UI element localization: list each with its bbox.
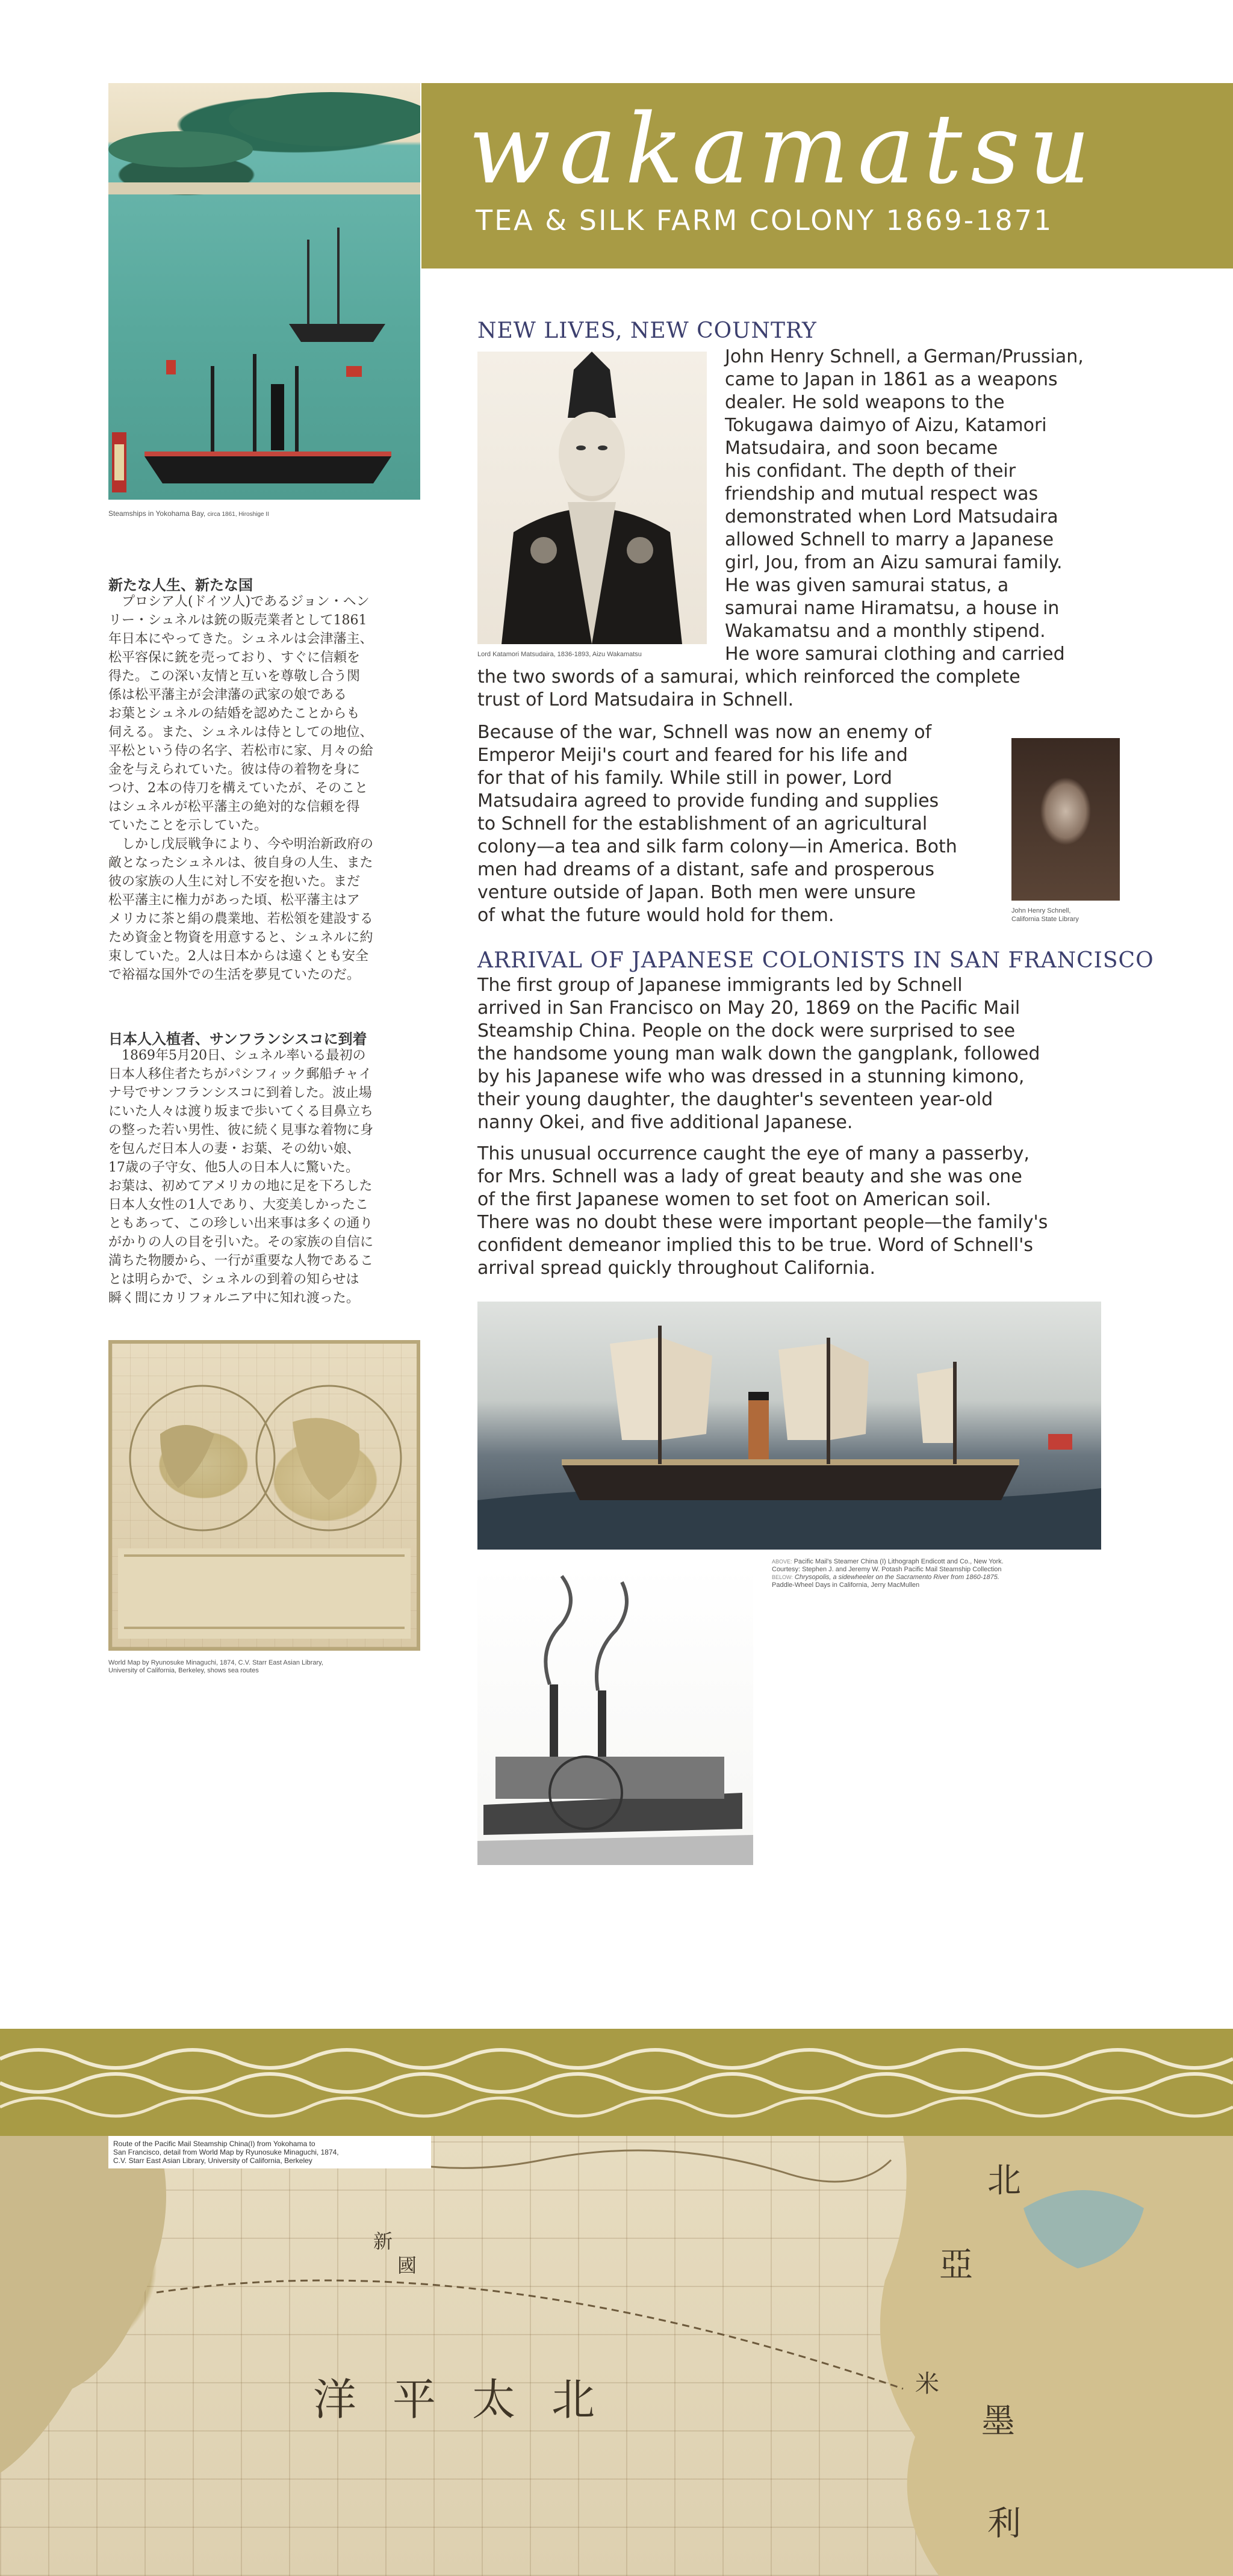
- caption-line: University of California, Berkeley, shows sea routes: [108, 1667, 259, 1674]
- world-map-illustration: [112, 1344, 417, 1647]
- jp-line: 平松という侍の名字、若松市に家、月々の給: [108, 743, 374, 759]
- caption-line: California State Library: [1011, 916, 1079, 923]
- text-line: colony—a tea and silk farm colony—in America. Both: [477, 836, 957, 857]
- world-map-1874: [108, 1340, 420, 1651]
- text-line: Steamship China. People on the dock were surprised to see: [477, 1020, 1016, 1041]
- text-line: girl, Jou, from an Aizu samurai family.: [725, 552, 1063, 573]
- text-line: dealer. He sold weapons to the: [725, 392, 1005, 413]
- jp-line: 敵となったシュネルは、彼自身の人生、また: [108, 855, 373, 871]
- map-label-america-2: 利: [987, 2504, 1021, 2543]
- text-line: by his Japanese wife who was dressed in a stunning kimono,: [477, 1066, 1025, 1087]
- text-line: Wakamatsu and a monthly stipend.: [725, 621, 1046, 642]
- section1-paragraph-2: [477, 721, 1007, 927]
- text-line: arrived in San Francisco on May 20, 1869 on the Pacific Mail: [477, 998, 1020, 1019]
- page-subtitle: TEA & SILK FARM COLONY 1869-1871: [476, 204, 1054, 237]
- jp-line: お葉は、初めてアメリカの地に足を下ろした: [108, 1179, 373, 1194]
- matsudaira-caption: Lord Katamori Matsudaira, 1836-1893, Aizu Wakamatsu: [477, 651, 642, 658]
- section-heading-arrival: ARRIVAL OF JAPANESE COLONISTS IN SAN FRANCISCO: [477, 948, 1154, 973]
- jp-line: リー・シュネルは銃の販売業者として1861: [108, 613, 367, 628]
- jp-line: にいた人々は渡り坂まで歩いてくる目鼻立ち: [108, 1104, 374, 1119]
- jp-line: ため資金と物資を用意すると、シュネルに約: [108, 930, 373, 945]
- jp-line: 日本人移住者たちがパシフィック郵船チャイ: [108, 1067, 372, 1082]
- text-line: demonstrated when Lord Matsudaira: [725, 506, 1058, 527]
- map-label-ocean: 洋平太北: [313, 2374, 632, 2425]
- text-line: of what the future would hold for them.: [477, 905, 834, 926]
- text-line: This unusual occurrence caught the eye of many a passerby,: [477, 1143, 1030, 1164]
- jp-line: 伺える。また、シュネルは侍としての地位、: [108, 725, 373, 740]
- text-line: of the first Japanese women to set foot on American soil.: [477, 1189, 992, 1210]
- map-label-island: 新: [373, 2230, 393, 2253]
- sidewheeler-illustration: [477, 1564, 753, 1865]
- text-line: friendship and mutual respect was: [725, 483, 1039, 504]
- jp-line: の整った若い男性、彼に続く見事な着物に身: [108, 1123, 374, 1138]
- ship-captions: [772, 1558, 1109, 1589]
- jp-line: 松平藩主に権力があった頃、松平藩主はア: [108, 893, 360, 908]
- map-label-small: 國: [397, 2254, 417, 2277]
- text-line: venture outside of Japan. Both men were unsure: [477, 882, 916, 903]
- jp-line: 金を与えられていた。彼は侍の着物を身に: [108, 762, 361, 777]
- caption-line: World Map by Ryunosuke Minaguchi, 1874, C.V. Starr East Asian Library,: [108, 1659, 323, 1666]
- jp-line: プロシア人(ドイツ人)であるジョン・ヘン: [108, 594, 370, 609]
- text-line: to Schnell for the establishment of an agricultural: [477, 813, 928, 834]
- map-label-asia: 亞: [939, 2245, 973, 2285]
- caption-line: John Henry Schnell,: [1011, 907, 1071, 914]
- text-line: There was no doubt these were important people—the family's: [477, 1212, 1048, 1233]
- steamer-china-painting: [477, 1302, 1101, 1550]
- text-line: his confidant. The depth of their: [725, 461, 1016, 482]
- pacific-route-map: [0, 2136, 1233, 2576]
- page-title: wakamatsu: [468, 93, 1099, 205]
- text-line: for that of his family. While still in power, Lord: [477, 768, 892, 789]
- yokohama-caption: Steamships in Yokohama Bay, circa 1861, Hiroshige II: [108, 509, 269, 518]
- map-label-north: 北: [987, 2161, 1021, 2200]
- steamer-illustration: [477, 1302, 1101, 1550]
- jp-line: 17歳の子守女、他5人の日本人に驚いた。: [108, 1160, 359, 1175]
- text-line: Because of the war, Schnell was now an enemy of: [477, 722, 932, 743]
- jp-line: メリカに茶と絹の農業地、若松領を建設する: [108, 911, 373, 926]
- ornamental-band: [0, 2029, 1233, 2136]
- caption-above: ABOVE: Pacific Mail's Steamer China (I) Lithograph Endicott and Co., New York.: [772, 1558, 1004, 1565]
- section-heading-new-lives: NEW LIVES, NEW COUNTRY: [477, 318, 817, 343]
- map-label-region: 米: [915, 2370, 939, 2398]
- jp-line: ともあって、この珍しい出来事は多くの通り: [108, 1216, 373, 1231]
- jp-title-1: 新たな人生、新たな国: [108, 576, 253, 594]
- caption-line: San Francisco, detail from World Map by Ryunosuke Minaguchi, 1874,: [113, 2148, 339, 2156]
- caption-line: C.V. Starr East Asian Library, University of California, Berkeley: [113, 2156, 312, 2165]
- text-line: for Mrs. Schnell was a lady of great beauty and she was one: [477, 1166, 1022, 1187]
- caption-below: BELOW: Chrysopolis, a sidewheeler on the Sacramento River from 1860-1875.: [772, 1574, 999, 1581]
- jp-line: 日本人女性の1人であり、大変美しかったこ: [108, 1197, 368, 1212]
- text-line: the two swords of a samurai, which reinforced the complete: [477, 666, 1020, 687]
- jp-line: しかし戊辰戦争により、今や明治新政府の: [108, 837, 374, 852]
- jp-line: 彼の家族の人生に対し不安を抱いた。まだ: [108, 874, 361, 889]
- text-line: John Henry Schnell, a German/Prussian,: [725, 346, 1084, 367]
- text-line: their young daughter, the daughter's seventeen year-old: [477, 1089, 993, 1110]
- text-line: Tokugawa daimyo of Aizu, Katamori: [725, 415, 1047, 436]
- caption-line: Paddle-Wheel Days in California, Jerry MacMullen: [772, 1581, 920, 1589]
- wave-pattern: [0, 2029, 1233, 2136]
- jp-body-2: [108, 1046, 421, 1308]
- schnell-photo: [1011, 738, 1120, 901]
- jp-line: とは明らかで、シュネルの到着の知らせは: [108, 1272, 359, 1287]
- text-line: samurai name Hiramatsu, a house in: [725, 598, 1060, 619]
- matsudaira-portrait: [477, 352, 707, 644]
- text-line: trust of Lord Matsudaira in Schnell.: [477, 689, 794, 710]
- jp-line: 年日本にやってきた。シュネルは会津藩主、: [108, 632, 373, 647]
- text-line: the handsome young man walk down the gangplank, followed: [477, 1043, 1040, 1064]
- jp-line: で裕福な国外での生活を夢見ていたのだ。: [108, 967, 361, 982]
- text-line: arrival spread quickly throughout California.: [477, 1258, 876, 1279]
- jp-line: ナ号でサンフランシスコに到着した。波止場: [108, 1085, 372, 1100]
- section2-paragraph-2: [477, 1143, 1158, 1280]
- jp-line: ていたことを示していた。: [108, 818, 268, 833]
- jp-line: 1869年5月20日、シュネル率いる最初の: [108, 1048, 366, 1063]
- text-line: allowed Schnell to marry a Japanese: [725, 529, 1054, 550]
- text-line: He wore samurai clothing and carried: [725, 644, 1065, 665]
- text-line: Matsudaira agreed to provide funding and supplies: [477, 790, 939, 812]
- text-line: Emperor Meiji's court and feared for his life and: [477, 745, 908, 766]
- portrait-figure: [477, 352, 707, 644]
- jp-line: を包んだ日本人の妻・お葉、その幼い娘、: [108, 1141, 361, 1156]
- caption-line: Courtesy: Stephen J. and Jeremy W. Potash Pacific Mail Steamship Collection: [772, 1566, 1002, 1573]
- jp-line: 瞬く間にカリフォルニア中に知れ渡った。: [108, 1291, 359, 1306]
- caption-line: Route of the Pacific Mail Steamship China(I) from Yokohama to: [113, 2140, 315, 2148]
- jp-line: 係は松平藩主が会津藩の武家の娘である: [108, 687, 347, 703]
- text-line: The first group of Japanese immigrants led by Schnell: [477, 975, 963, 996]
- jp-line: お葉とシュネルの結婚を認めたことからも: [108, 706, 360, 721]
- jp-line: つけ、2本の侍刀を構えていたが、そのこと: [108, 781, 368, 796]
- ship-illustration: [108, 83, 420, 500]
- jp-body-1: [108, 592, 421, 984]
- route-caption: [108, 2136, 431, 2168]
- section1-wrap-text: [725, 346, 1146, 666]
- text-line: nanny Okei, and five additional Japanese.: [477, 1112, 853, 1133]
- text-line: Matsudaira, and soon became: [725, 438, 998, 459]
- jp-title-2: 日本人入植者、サンフランシスコに到着: [108, 1030, 367, 1047]
- yokohama-bay-painting: [108, 83, 420, 500]
- jp-line: 満ちた物腰から、一行が重要な人物であるこ: [108, 1253, 374, 1268]
- jp-line: はシュネルが松平藩主の絶対的な信頼を得: [108, 799, 360, 815]
- jp-line: がかりの人の目を引いた。その家族の自信に: [108, 1235, 374, 1250]
- text-line: came to Japan in 1861 as a weapons: [725, 369, 1058, 390]
- worldmap-caption: [108, 1659, 446, 1675]
- jp-line: 束していた。2人は日本からは遠くとも安全: [108, 949, 368, 964]
- chrysopolis-engraving: [477, 1564, 753, 1865]
- map-illustration: [0, 2136, 1233, 2576]
- title-banner: [421, 83, 1233, 268]
- text-line: confident demeanor implied this to be true. Word of Schnell's: [477, 1235, 1033, 1256]
- schnell-caption: [1011, 907, 1144, 923]
- map-label-america-1: 墨: [981, 2402, 1015, 2441]
- section2-paragraph-1: [477, 974, 1158, 1134]
- text-line: He was given samurai status, a: [725, 575, 1009, 596]
- section1-full-text: [477, 666, 1152, 712]
- jp-line: 松平容保に銃を売っており、すぐに信頼を: [108, 650, 361, 665]
- text-line: men had dreams of a distant, safe and prosperous: [477, 859, 934, 880]
- jp-line: 得た。この深い友情と互いを尊敬し合う関: [108, 669, 361, 684]
